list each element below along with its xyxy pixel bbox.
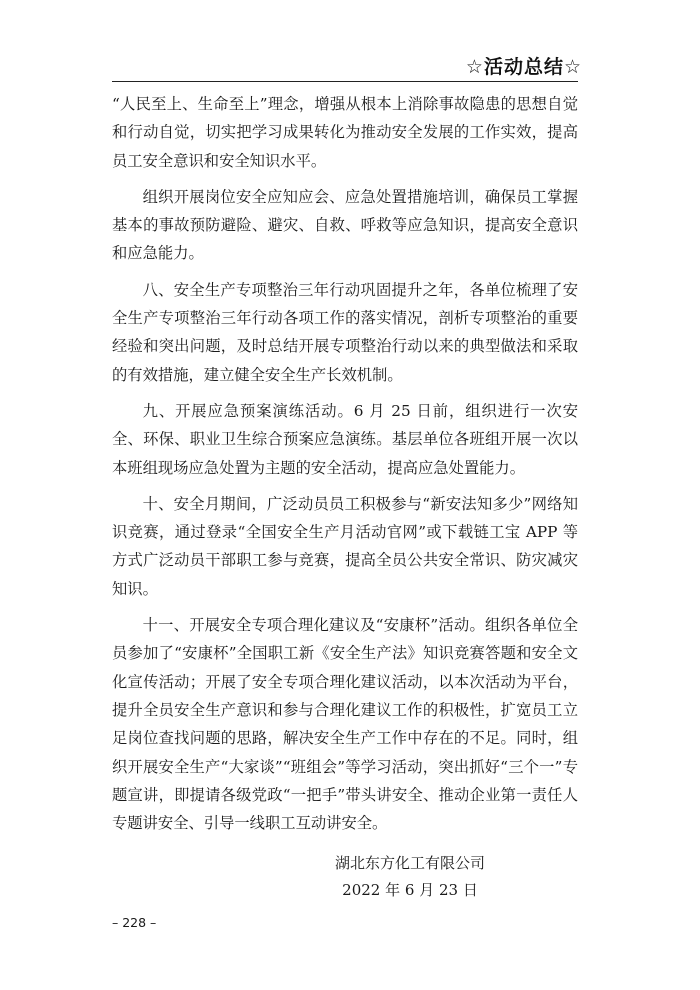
paragraph-item-11: 十一、开展安全专项合理化建议及“安康杯”活动。组织各单位全员参加了“安康杯”全国职工新《安全生产法》知识竞赛答题和安全文化宣传活动；开展了安全专项合理化建议活动，以本次活动为平台，提升全员安全生产意识和参与合理化建议工作的积极性，扩宽员工立足岗位查找问题的思路，解决安全生产工作中存在的不足。同时，组织开展安全生产“大家谈”“班组会”等学习活动，突出抓好“三个一”专题宣讲，即提请各级党政“一把手”带头讲安全、推动企业第一责任人专题讲安全、引导一线职工互动讲安全。 xyxy=(112,616,578,833)
paragraph-item-10: 十、安全月期间，广泛动员员工积极参与“新安法知多少”网络知识竞赛，通过登录“全国安全生产月活动官网”或下载链工宝 APP 等方式广泛动员干部职工参与竞赛，提高全员公共安全常识、防灾减灾知识。 xyxy=(112,494,578,598)
header-divider xyxy=(112,81,578,82)
page-header-title: ☆活动总结☆ xyxy=(465,56,582,78)
signature-organization: 湖北东方化工有限公司 xyxy=(334,854,485,872)
paragraph-emergency-training: 组织开展岗位安全应知应会、应急处置措施培训，确保员工掌握基本的事故预防避险、避灾、自救、呼救等应急知识，提高安全意识和应急能力。 xyxy=(112,187,578,263)
paragraph-item-8: 八、安全生产专项整治三年行动巩固提升之年，各单位梳理了安全生产专项整治三年行动各项工作的落实情况，剖析专项整治的重要经验和突出问题，及时总结开展专项整治行动以来的典型做法和采取的有效措施，建立健全安全生产长效机制。 xyxy=(112,280,578,384)
signature-date: 2022 年 6 月 23 日 xyxy=(342,881,478,899)
paragraph-item-9: 九、开展应急预案演练活动。6 月 25 日前，组织进行一次安全、环保、职业卫生综合预案应急演练。基层单位各班组开展一次以本班组现场应急处置为主题的安全活动，提高应急处置能力。 xyxy=(112,401,578,477)
paragraph-continuation: “人民至上、生命至上”理念，增强从根本上消除事故隐患的思想自觉和行动自觉，切实把学习成果转化为推动安全发展的工作实效，提高员工安全意识和安全知识水平。 xyxy=(112,95,578,170)
document-body xyxy=(112,90,578,845)
page-number: – 228 – xyxy=(112,915,157,930)
